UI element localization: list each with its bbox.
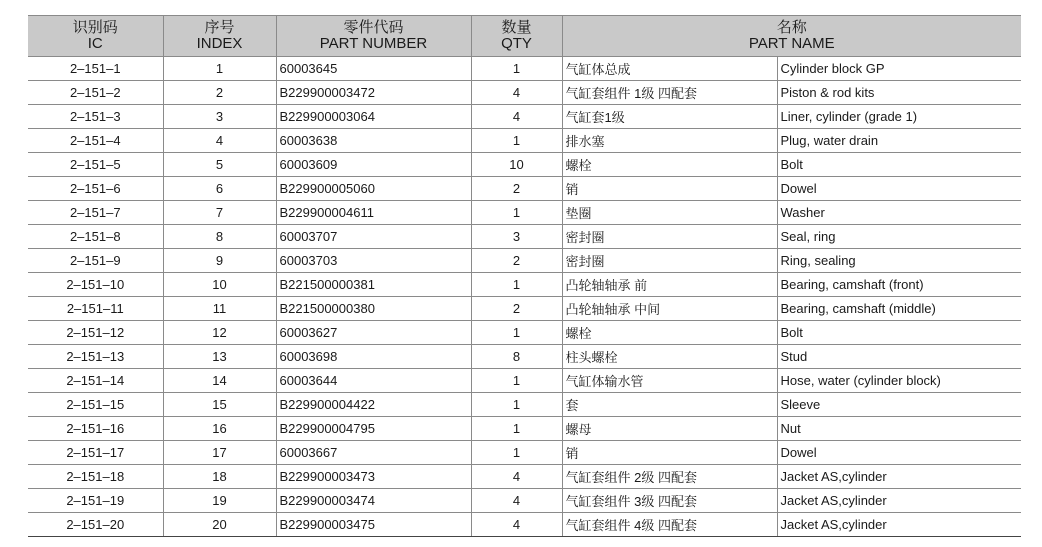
cell-index: 6 bbox=[163, 177, 276, 201]
cell-part-number: 60003707 bbox=[276, 225, 471, 249]
cell-ic: 2–151–3 bbox=[28, 105, 163, 129]
table-row bbox=[28, 441, 1021, 465]
cell-part-name-en: Plug, water drain bbox=[777, 129, 1021, 153]
cell-qty: 1 bbox=[471, 201, 562, 225]
cell-ic: 2–151–5 bbox=[28, 153, 163, 177]
header-ic-en: IC bbox=[87, 35, 103, 52]
table-row bbox=[28, 417, 1021, 441]
cell-ic: 2–151–16 bbox=[28, 417, 163, 441]
cell-qty: 3 bbox=[471, 225, 562, 249]
cell-qty: 2 bbox=[471, 249, 562, 273]
cell-part-name-en: Bearing, camshaft (front) bbox=[777, 273, 1021, 297]
cell-ic: 2–151–18 bbox=[28, 465, 163, 489]
cell-part-number: B229900003473 bbox=[276, 465, 471, 489]
cell-qty: 1 bbox=[471, 321, 562, 345]
cell-part-name-zh: 气缸套组件 2级 四配套 bbox=[562, 465, 777, 489]
cell-ic: 2–151–14 bbox=[28, 369, 163, 393]
cell-index: 11 bbox=[163, 297, 276, 321]
table-row bbox=[28, 177, 1021, 201]
cell-ic: 2–151–20 bbox=[28, 513, 163, 537]
cell-part-name-en: Nut bbox=[777, 417, 1021, 441]
cell-index: 4 bbox=[163, 129, 276, 153]
table-row bbox=[28, 129, 1021, 153]
header-qty-en: QTY bbox=[501, 35, 532, 52]
cell-part-name-zh: 气缸体总成 bbox=[562, 57, 777, 81]
cell-part-name-zh: 气缸套1级 bbox=[562, 105, 777, 129]
cell-part-number: B229900003474 bbox=[276, 489, 471, 513]
table-row bbox=[28, 225, 1021, 249]
header-part-number-zh: 零件代码 bbox=[343, 19, 404, 36]
cell-part-number: B229900005060 bbox=[276, 177, 471, 201]
cell-part-number: B229900004422 bbox=[276, 393, 471, 417]
header-part-name bbox=[562, 16, 1021, 57]
cell-part-name-en: Jacket AS,cylinder bbox=[777, 489, 1021, 513]
cell-index: 2 bbox=[163, 81, 276, 105]
cell-part-name-zh: 垫圈 bbox=[562, 201, 777, 225]
table-row bbox=[28, 465, 1021, 489]
cell-ic: 2–151–9 bbox=[28, 249, 163, 273]
cell-ic: 2–151–4 bbox=[28, 129, 163, 153]
table-row bbox=[28, 345, 1021, 369]
cell-part-name-zh: 密封圈 bbox=[562, 225, 777, 249]
parts-table bbox=[28, 15, 1021, 537]
cell-qty: 4 bbox=[471, 489, 562, 513]
cell-ic: 2–151–10 bbox=[28, 273, 163, 297]
cell-part-name-en: Washer bbox=[777, 201, 1021, 225]
cell-qty: 1 bbox=[471, 273, 562, 297]
cell-part-name-en: Jacket AS,cylinder bbox=[777, 465, 1021, 489]
cell-ic: 2–151–17 bbox=[28, 441, 163, 465]
cell-index: 1 bbox=[163, 57, 276, 81]
cell-ic: 2–151–2 bbox=[28, 81, 163, 105]
table-header bbox=[28, 16, 1021, 57]
cell-ic: 2–151–12 bbox=[28, 321, 163, 345]
cell-index: 10 bbox=[163, 273, 276, 297]
cell-part-name-zh: 套 bbox=[562, 393, 777, 417]
cell-part-name-zh: 销 bbox=[562, 177, 777, 201]
header-part-number-en: PART NUMBER bbox=[319, 35, 428, 52]
cell-qty: 1 bbox=[471, 129, 562, 153]
cell-part-number: 60003645 bbox=[276, 57, 471, 81]
cell-qty: 1 bbox=[471, 441, 562, 465]
cell-part-name-en: Bolt bbox=[777, 153, 1021, 177]
table-row bbox=[28, 321, 1021, 345]
cell-part-number: 60003667 bbox=[276, 441, 471, 465]
table-row bbox=[28, 81, 1021, 105]
cell-ic: 2–151–7 bbox=[28, 201, 163, 225]
cell-index: 19 bbox=[163, 489, 276, 513]
cell-part-name-zh: 气缸套组件 4级 四配套 bbox=[562, 513, 777, 537]
table-row bbox=[28, 273, 1021, 297]
cell-part-number: 60003703 bbox=[276, 249, 471, 273]
cell-part-name-zh: 密封圈 bbox=[562, 249, 777, 273]
cell-qty: 2 bbox=[471, 297, 562, 321]
cell-part-name-zh: 凸轮轴轴承 中间 bbox=[562, 297, 777, 321]
cell-part-name-zh: 凸轮轴轴承 前 bbox=[562, 273, 777, 297]
cell-part-name-en: Seal, ring bbox=[777, 225, 1021, 249]
cell-part-number: B221500000381 bbox=[276, 273, 471, 297]
cell-qty: 1 bbox=[471, 417, 562, 441]
cell-part-number: B229900004795 bbox=[276, 417, 471, 441]
cell-part-name-zh: 排水塞 bbox=[562, 129, 777, 153]
cell-ic: 2–151–8 bbox=[28, 225, 163, 249]
cell-part-name-en: Cylinder block GP bbox=[777, 57, 1021, 81]
cell-ic: 2–151–15 bbox=[28, 393, 163, 417]
cell-part-name-en: Hose, water (cylinder block) bbox=[777, 369, 1021, 393]
cell-ic: 2–151–13 bbox=[28, 345, 163, 369]
cell-ic: 2–151–1 bbox=[28, 57, 163, 81]
cell-index: 20 bbox=[163, 513, 276, 537]
cell-part-name-zh: 螺栓 bbox=[562, 153, 777, 177]
cell-part-number: B229900004611 bbox=[276, 201, 471, 225]
cell-ic: 2–151–6 bbox=[28, 177, 163, 201]
cell-index: 13 bbox=[163, 345, 276, 369]
cell-index: 7 bbox=[163, 201, 276, 225]
cell-index: 18 bbox=[163, 465, 276, 489]
table-row bbox=[28, 105, 1021, 129]
cell-part-name-en: Stud bbox=[777, 345, 1021, 369]
cell-part-name-en: Dowel bbox=[777, 177, 1021, 201]
cell-part-number: 60003609 bbox=[276, 153, 471, 177]
cell-part-name-zh: 气缸套组件 3级 四配套 bbox=[562, 489, 777, 513]
cell-index: 9 bbox=[163, 249, 276, 273]
header-part-name-zh: 名称 bbox=[776, 19, 807, 36]
cell-part-name-zh: 柱头螺栓 bbox=[562, 345, 777, 369]
header-ic-zh: 识别码 bbox=[72, 19, 118, 36]
cell-part-name-en: Jacket AS,cylinder bbox=[777, 513, 1021, 537]
cell-part-number: B229900003475 bbox=[276, 513, 471, 537]
header-index-en: INDEX bbox=[196, 35, 243, 52]
cell-qty: 10 bbox=[471, 153, 562, 177]
table-body bbox=[28, 57, 1021, 537]
header-ic bbox=[28, 16, 163, 57]
cell-part-number: 60003627 bbox=[276, 321, 471, 345]
cell-index: 8 bbox=[163, 225, 276, 249]
cell-qty: 1 bbox=[471, 393, 562, 417]
cell-qty: 8 bbox=[471, 345, 562, 369]
cell-index: 16 bbox=[163, 417, 276, 441]
table-row bbox=[28, 489, 1021, 513]
table-row bbox=[28, 393, 1021, 417]
cell-qty: 1 bbox=[471, 369, 562, 393]
header-row bbox=[28, 16, 1021, 57]
cell-ic: 2–151–11 bbox=[28, 297, 163, 321]
table-row bbox=[28, 297, 1021, 321]
cell-part-name-en: Bolt bbox=[777, 321, 1021, 345]
cell-part-name-en: Dowel bbox=[777, 441, 1021, 465]
cell-part-name-en: Ring, sealing bbox=[777, 249, 1021, 273]
table-row bbox=[28, 513, 1021, 537]
cell-part-number: B221500000380 bbox=[276, 297, 471, 321]
cell-part-name-en: Piston & rod kits bbox=[777, 81, 1021, 105]
cell-part-name-zh: 气缸套组件 1级 四配套 bbox=[562, 81, 777, 105]
table-row bbox=[28, 201, 1021, 225]
cell-part-name-en: Bearing, camshaft (middle) bbox=[777, 297, 1021, 321]
header-part-name-en: PART NAME bbox=[748, 35, 835, 52]
cell-part-name-zh: 螺母 bbox=[562, 417, 777, 441]
cell-part-number: 60003644 bbox=[276, 369, 471, 393]
header-index bbox=[163, 16, 276, 57]
cell-index: 12 bbox=[163, 321, 276, 345]
cell-qty: 4 bbox=[471, 105, 562, 129]
cell-part-name-en: Sleeve bbox=[777, 393, 1021, 417]
cell-index: 15 bbox=[163, 393, 276, 417]
cell-part-number: B229900003472 bbox=[276, 81, 471, 105]
cell-qty: 4 bbox=[471, 81, 562, 105]
cell-index: 14 bbox=[163, 369, 276, 393]
cell-part-number: B229900003064 bbox=[276, 105, 471, 129]
cell-index: 3 bbox=[163, 105, 276, 129]
header-index-zh: 序号 bbox=[204, 19, 235, 36]
cell-qty: 4 bbox=[471, 513, 562, 537]
cell-part-name-en: Liner, cylinder (grade 1) bbox=[777, 105, 1021, 129]
cell-qty: 2 bbox=[471, 177, 562, 201]
table-row bbox=[28, 369, 1021, 393]
header-part-number bbox=[276, 16, 471, 57]
cell-qty: 1 bbox=[471, 57, 562, 81]
header-qty-zh: 数量 bbox=[501, 19, 532, 36]
table-row bbox=[28, 249, 1021, 273]
cell-part-name-zh: 螺栓 bbox=[562, 321, 777, 345]
cell-part-number: 60003638 bbox=[276, 129, 471, 153]
header-qty bbox=[471, 16, 562, 57]
cell-part-number: 60003698 bbox=[276, 345, 471, 369]
table-row bbox=[28, 153, 1021, 177]
cell-index: 17 bbox=[163, 441, 276, 465]
cell-qty: 4 bbox=[471, 465, 562, 489]
cell-index: 5 bbox=[163, 153, 276, 177]
table-row bbox=[28, 57, 1021, 81]
cell-part-name-zh: 销 bbox=[562, 441, 777, 465]
cell-part-name-zh: 气缸体输水管 bbox=[562, 369, 777, 393]
cell-ic: 2–151–19 bbox=[28, 489, 163, 513]
